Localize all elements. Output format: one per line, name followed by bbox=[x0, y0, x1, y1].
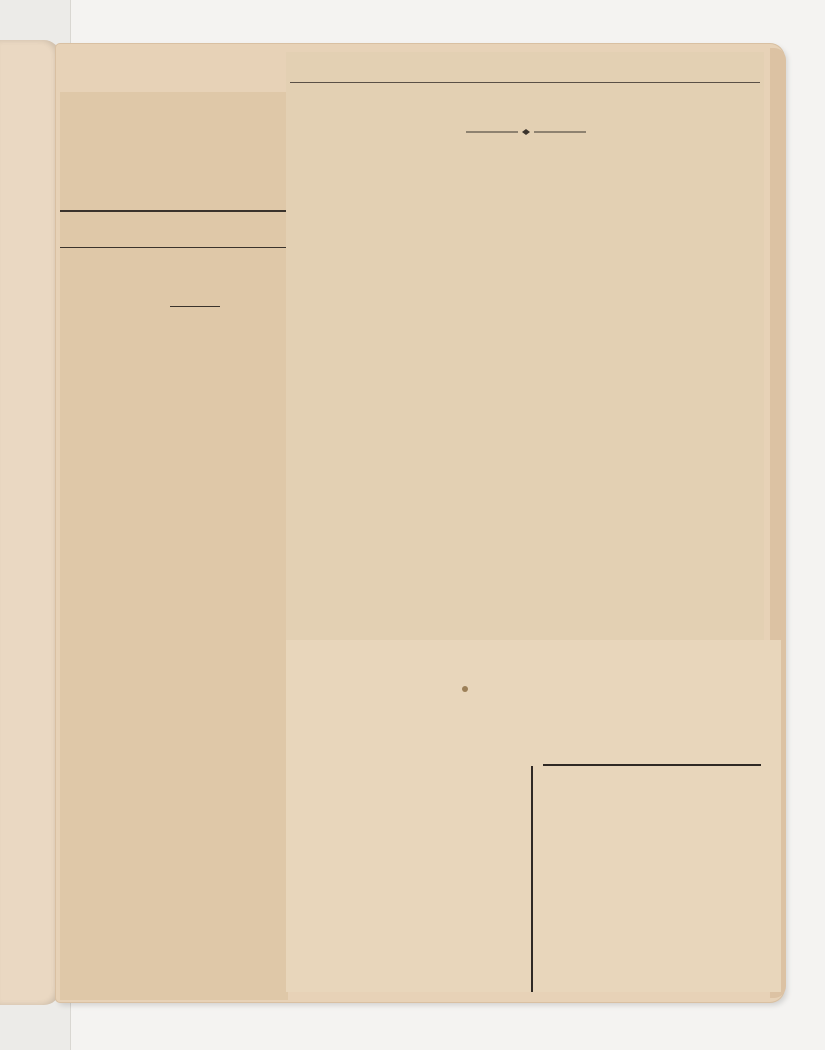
advert-clipping bbox=[286, 640, 781, 992]
right-edge-clipping bbox=[756, 52, 770, 992]
column-rule bbox=[531, 766, 533, 992]
upside-down-ad bbox=[286, 640, 781, 992]
top-rule bbox=[60, 210, 288, 212]
dateline-rule bbox=[290, 82, 760, 83]
ornament-rule bbox=[170, 306, 220, 307]
ad-bottom-rule bbox=[543, 764, 761, 766]
banner-rule bbox=[60, 247, 288, 248]
ornament-icon bbox=[466, 129, 586, 135]
pin-mark bbox=[462, 686, 468, 692]
left-clipping bbox=[60, 92, 288, 1000]
right-clipping bbox=[286, 52, 764, 640]
handwritten-page bbox=[0, 40, 60, 1005]
